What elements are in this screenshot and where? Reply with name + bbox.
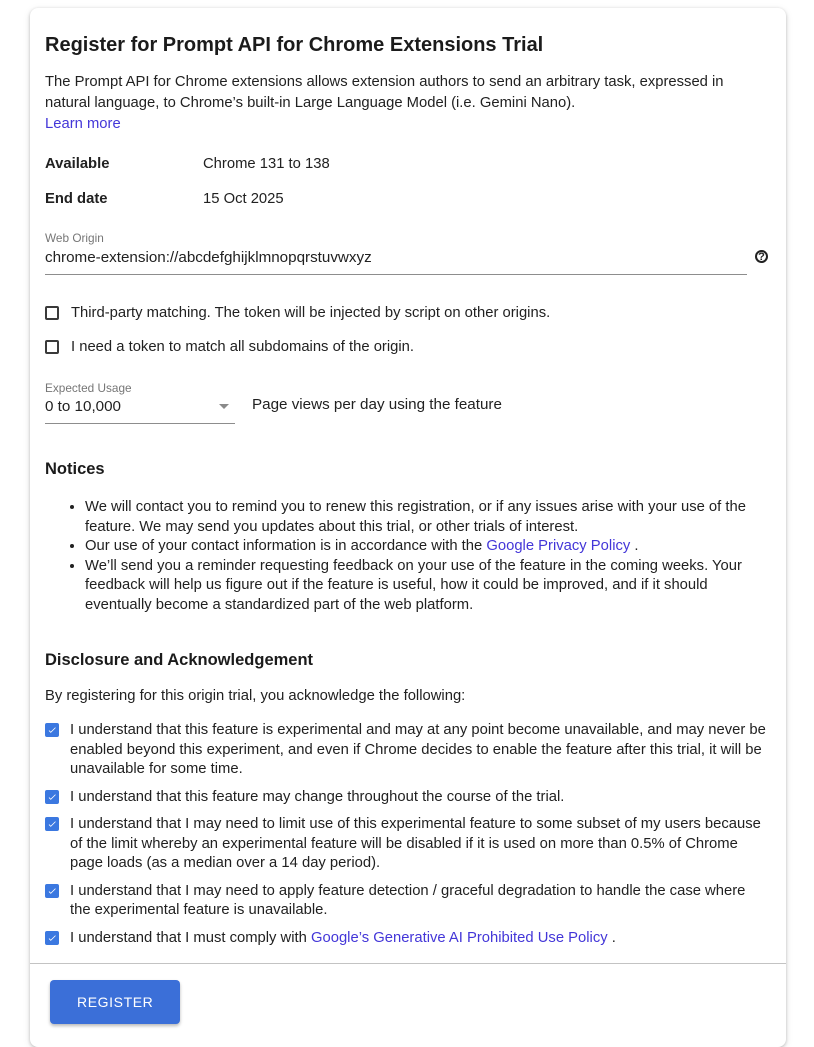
- notice-item: [85, 498, 768, 537]
- ack-change-row[interactable]: [45, 788, 768, 808]
- generative-ai-policy-link[interactable]: Google’s Generative AI Prohibited Use Policy: [310, 929, 608, 946]
- help-icon[interactable]: ?: [755, 250, 768, 263]
- third-party-matching-checkbox[interactable]: [45, 306, 59, 320]
- ack-feature-detection-row[interactable]: [45, 882, 768, 921]
- expected-usage-caption: Page views per day using the feature: [252, 396, 502, 413]
- third-party-matching-option[interactable]: [45, 305, 768, 321]
- ack-change-label: I understand that this feature may change throughout the course of the trial.: [70, 788, 565, 805]
- notice-item: [85, 537, 768, 557]
- ack-experimental-label: I understand that this feature is experimental and may at any point become unavailable, and may never be enabled beyond this experiment, and even if Chrome decides to enable the feature after this trial, it will be unavailable for some time.: [70, 722, 766, 777]
- ack-experimental-checkbox[interactable]: [45, 723, 59, 737]
- expected-usage-select[interactable]: [45, 395, 235, 424]
- checkmark-icon: [47, 931, 57, 945]
- ack-change-checkbox[interactable]: [45, 790, 59, 804]
- registration-card: [30, 8, 786, 1047]
- web-origin-input[interactable]: [45, 249, 747, 275]
- available-row: [45, 156, 768, 172]
- ack-feature-detection-checkbox[interactable]: [45, 884, 59, 898]
- subdomain-matching-checkbox[interactable]: [45, 340, 59, 354]
- notice-item: [85, 557, 768, 616]
- checkmark-icon: [47, 817, 57, 831]
- ack-limit-label: I understand that I may need to limit use of this experimental feature to some subset of my users because of the limit whereby an experimental feature will be disabled if it is used on more than 0.5% of Chrome page loads (as a median over a 14 day period).: [70, 816, 761, 871]
- checkmark-icon: [47, 790, 57, 804]
- end-date-label: End date: [45, 191, 108, 207]
- available-label: Available: [45, 156, 110, 172]
- ack-policy-label: [70, 929, 616, 949]
- notice-text: We will contact you to remind you to renew this registration, or if any issues arise with your use of the feature. We may send you updates about this trial, or other trials of interest.: [85, 499, 746, 535]
- web-origin-field: [45, 231, 768, 275]
- notice-text: .: [630, 538, 639, 554]
- ack-limit-checkbox[interactable]: [45, 817, 59, 831]
- card-footer: [30, 964, 786, 1047]
- ack-policy-text: I understand that I must comply with: [70, 929, 311, 946]
- ack-policy-checkbox[interactable]: [45, 931, 59, 945]
- ack-limit-row[interactable]: [45, 815, 768, 874]
- notices-list: [45, 498, 768, 615]
- disclosure-heading: Disclosure and Acknowledgement: [45, 651, 314, 669]
- web-origin-label: Web Origin: [45, 231, 104, 245]
- end-date-value: 15 Oct 2025: [203, 191, 284, 207]
- disclosure-intro: By registering for this origin trial, you acknowledge the following:: [45, 688, 466, 704]
- end-date-row: [45, 191, 768, 207]
- expected-usage-label: Expected Usage: [45, 381, 132, 395]
- ack-experimental-row[interactable]: [45, 721, 768, 780]
- page-title: Register for Prompt API for Chrome Extensions Trial: [45, 34, 544, 56]
- subdomain-matching-option[interactable]: [45, 339, 768, 355]
- card-content: [30, 8, 786, 948]
- google-privacy-policy-link[interactable]: Google Privacy Policy: [486, 538, 631, 554]
- learn-more-link[interactable]: Learn more: [45, 116, 121, 132]
- ack-policy-row[interactable]: [45, 929, 768, 949]
- third-party-matching-label: Third-party matching. The token will be injected by script on other origins.: [71, 305, 551, 321]
- notice-text: Our use of your contact information is in accordance with the: [85, 538, 487, 554]
- checkmark-icon: [47, 723, 57, 737]
- ack-policy-text: .: [607, 929, 616, 946]
- register-button[interactable]: REGISTER: [50, 980, 180, 1024]
- checkmark-icon: [47, 884, 57, 898]
- expected-usage-field: [45, 381, 768, 424]
- expected-usage-select-wrap: [45, 381, 235, 424]
- dropdown-arrow-icon: [219, 404, 229, 409]
- subdomain-matching-label: I need a token to match all subdomains of the origin.: [71, 339, 415, 355]
- ack-feature-detection-label: I understand that I may need to apply feature detection / graceful degradation to handle the case where the experimental feature is unavailable.: [70, 882, 746, 918]
- trial-description: The Prompt API for Chrome extensions allows extension authors to send an arbitrary task, expressed in natural language, to Chrome’s built-in Large Language Model (i.e. Gemini Nano).: [45, 74, 724, 111]
- notice-text: We’ll send you a reminder requesting feedback on your use of the feature in the coming weeks. Your feedback will help us figure out if the feature is useful, how it could be improved, and if it should eventually become a standardized part of the web platform.: [85, 557, 742, 613]
- web-origin-row: [45, 249, 768, 275]
- expected-usage-value: 0 to 10,000: [45, 398, 122, 415]
- available-value: Chrome 131 to 138: [203, 156, 330, 172]
- notices-heading: Notices: [45, 460, 105, 478]
